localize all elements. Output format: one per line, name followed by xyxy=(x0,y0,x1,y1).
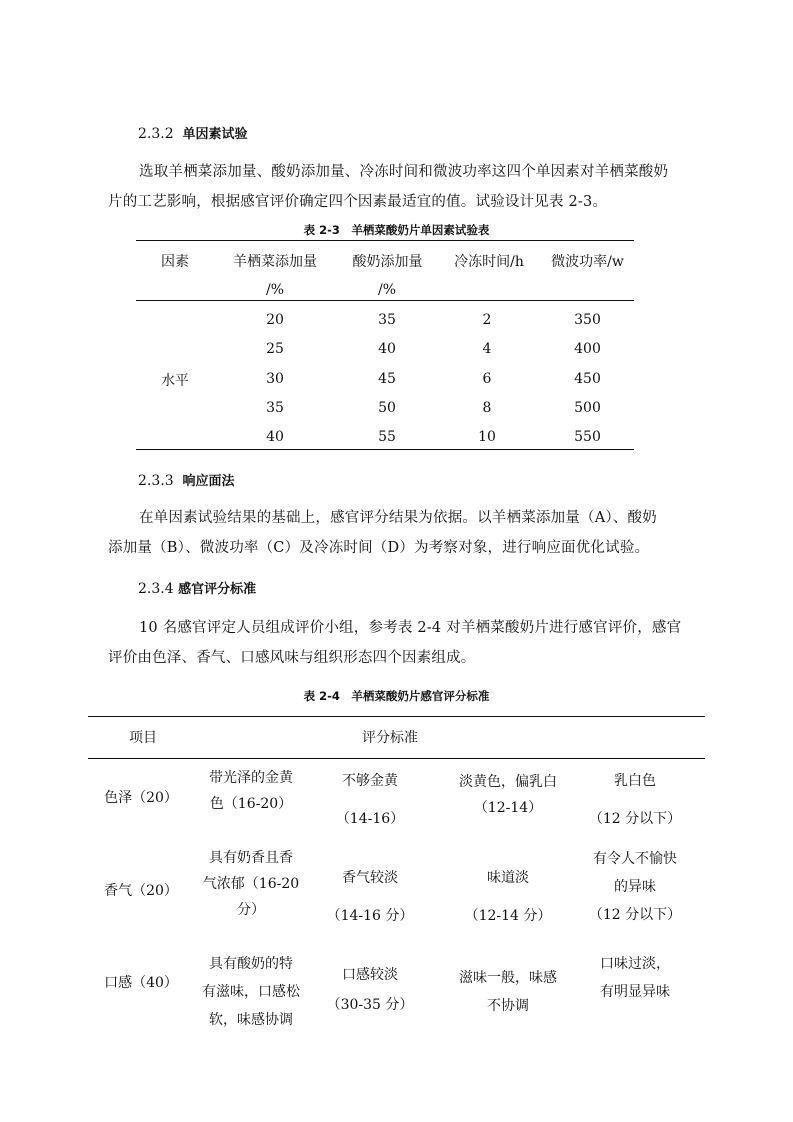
cell-line: 不协调 xyxy=(487,998,529,1014)
cell-line: （12-14 分） xyxy=(464,908,552,924)
cell-line: （12-14） xyxy=(473,800,543,816)
table-cell-criteria xyxy=(320,762,420,838)
table-header-freeze: 冷冻时间/h xyxy=(454,254,524,270)
paragraph-line: 评价由色泽、香气、口感风味与组织形态四个因素组成。 xyxy=(108,650,476,666)
cell-line: 不够金黄 xyxy=(342,773,398,789)
paragraph-single-factor xyxy=(108,157,682,217)
paragraph-line: 片的工艺影响，根据感官评价确定四个因素最适宜的值。试验设计见表 2-3。 xyxy=(108,194,608,210)
table-cell-microwave: 350 xyxy=(574,312,601,328)
table-cell-seaweed: 20 xyxy=(266,312,284,328)
table-cell-criteria xyxy=(448,859,568,935)
cell-line: 气浓郁（16-20 xyxy=(202,876,300,892)
table-cell-yogurt: 45 xyxy=(378,370,396,387)
table-cell-criteria xyxy=(196,950,306,1034)
table-row-label-level: 水平 xyxy=(161,373,189,389)
section-number: 2.3.4 xyxy=(138,581,174,597)
table-cell-criteria xyxy=(448,964,568,1020)
table-cell-microwave: 500 xyxy=(574,399,601,416)
table-cell-item: 香气（20） xyxy=(104,883,178,899)
table-cell-yogurt: 35 xyxy=(378,312,396,328)
section-number: 2.3.3 xyxy=(138,473,174,489)
section-title: 单因素试验 xyxy=(182,127,248,142)
table-cell-criteria xyxy=(320,859,420,935)
table-cell-criteria xyxy=(196,845,306,923)
table-top-rule xyxy=(136,240,634,241)
cell-line: 色（16-20） xyxy=(209,796,293,812)
cell-line: 带光泽的金黄 xyxy=(209,770,293,786)
table-cell-yogurt: 40 xyxy=(378,341,396,358)
section-number: 2.3.2 xyxy=(138,126,174,142)
cell-line: 的异味 xyxy=(614,879,656,895)
cell-line: （14-16） xyxy=(335,811,405,827)
table-cell-seaweed: 25 xyxy=(266,341,284,358)
table-header-criteria: 评分标准 xyxy=(362,730,418,746)
table-cell-seaweed: 35 xyxy=(266,399,284,416)
table-header-factor: 因素 xyxy=(161,254,189,270)
table-header-seaweed: 羊栖菜添加量 xyxy=(233,254,317,270)
table-cell-freeze: 2 xyxy=(482,312,492,328)
table-cell-criteria xyxy=(448,769,568,821)
cell-line: 具有酸奶的特 xyxy=(209,956,293,972)
cell-line: 滋味一般，味感 xyxy=(459,970,557,986)
cell-line: （12 分以下） xyxy=(588,907,682,923)
cell-line: （12 分以下） xyxy=(588,811,682,827)
paragraph-line: 在单因素试验结果的基础上，感官评分结果为依据。以羊栖菜添加量（A）、酸奶 xyxy=(139,510,657,526)
section-heading-2-3-3 xyxy=(138,470,235,489)
table-cell-freeze: 8 xyxy=(482,399,492,416)
table-cell-criteria xyxy=(320,960,420,1020)
cell-line: 口感较淡 xyxy=(342,967,398,983)
cell-line: 有滋味，口感松 xyxy=(202,984,300,1000)
section-title: 感官评分标准 xyxy=(178,582,257,597)
section-heading-2-3-4 xyxy=(138,578,256,597)
table-unit-seaweed: /% xyxy=(265,282,285,298)
cell-line: 口味过淡， xyxy=(600,956,670,972)
table-bottom-rule xyxy=(136,449,634,450)
cell-line: 软，味感协调 xyxy=(209,1012,293,1028)
paragraph-response-surface xyxy=(108,503,682,563)
table-cell-microwave: 550 xyxy=(574,429,601,446)
section-title: 响应面法 xyxy=(182,474,235,489)
paragraph-line: 添加量（B）、微波功率（C）及冷冻时间（D）为考察对象，进行响应面优化试验。 xyxy=(108,540,650,556)
table-cell-freeze: 10 xyxy=(478,429,496,446)
cell-line: 具有奶香且香 xyxy=(209,850,293,866)
paragraph-line: 选取羊栖菜添加量、酸奶添加量、冷冻时间和微波功率这四个单因素对羊栖菜酸奶 xyxy=(139,164,669,180)
cell-line: 香气较淡 xyxy=(342,870,398,886)
table-cell-microwave: 400 xyxy=(574,341,601,358)
cell-line: 有明显异味 xyxy=(600,984,670,1000)
table-mid-rule xyxy=(136,300,634,301)
table-cell-item: 色泽（20） xyxy=(104,790,178,806)
cell-line: 淡黄色，偏乳白 xyxy=(459,774,557,790)
table-header-item: 项目 xyxy=(129,730,157,746)
table-cell-criteria xyxy=(196,765,306,817)
cell-line: 乳白色 xyxy=(614,773,656,789)
table-top-rule xyxy=(88,716,705,717)
table-unit-yogurt: /% xyxy=(377,282,397,298)
table-mid-rule xyxy=(88,758,705,759)
table-header-yogurt: 酸奶添加量 xyxy=(352,254,423,270)
cell-line: 有令人不愉快 xyxy=(593,851,677,867)
cell-line: 分） xyxy=(237,902,265,918)
table-header-microwave: 微波功率/w xyxy=(551,254,624,270)
paragraph-sensory xyxy=(108,613,682,673)
section-heading-2-3-2 xyxy=(138,123,248,142)
table-cell-seaweed: 40 xyxy=(266,429,284,446)
table-cell-microwave: 450 xyxy=(574,370,601,387)
table-cell-criteria xyxy=(585,950,685,1006)
table-cell-seaweed: 30 xyxy=(266,370,284,387)
table-cell-yogurt: 55 xyxy=(378,429,396,446)
cell-line: 味道淡 xyxy=(487,870,529,886)
table-cell-freeze: 6 xyxy=(482,370,492,387)
table-cell-criteria xyxy=(585,845,685,929)
cell-line: （30-35 分） xyxy=(326,997,414,1013)
table-cell-yogurt: 50 xyxy=(378,399,396,416)
table-2-3-caption: 表 2-3 羊栖菜酸奶片单因素试验表 xyxy=(303,223,490,237)
table-cell-criteria xyxy=(585,762,685,838)
paragraph-line: 10 名感官评定人员组成评价小组，参考表 2-4 对羊栖菜酸奶片进行感官评价，感官 xyxy=(139,620,682,636)
table-cell-freeze: 4 xyxy=(482,341,492,358)
table-cell-item: 口感（40） xyxy=(104,975,178,991)
cell-line: （14-16 分） xyxy=(326,908,414,924)
table-2-4-caption: 表 2-4 羊栖菜酸奶片感官评分标准 xyxy=(303,689,490,703)
